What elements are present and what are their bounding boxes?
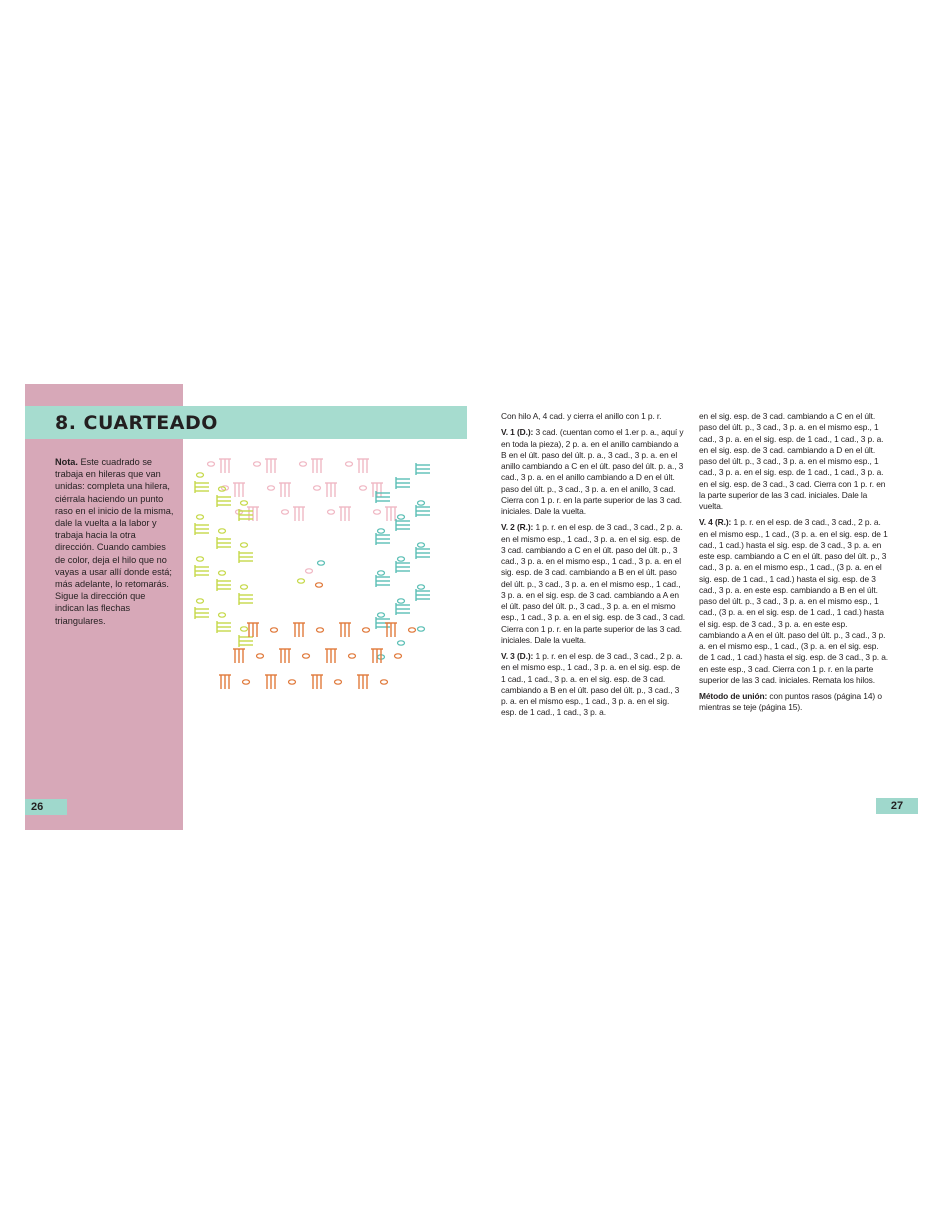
- round-1-text: 3 cad. (cuentan como el 1.er p. a., aquí y en toda la pieza), 2 p. a. en el anillo cambiando a B en el últ. paso del últ. p. a., 3 cad., 3 p. a. en el anillo cambiando a C en el últ. paso del últ. p. a., 3 cad., 3 p. a. en el anillo cambiando a D en el últ. paso del últ. p., 3 cad., 3 p. a. en el anillo, 3 cad. Cierra con 1 p. r. en la parte superior de las 3 cad. iniciales. Dale la vuelta.: [501, 427, 684, 516]
- stitch-symbol: [265, 459, 277, 473]
- stitch-symbol: [217, 579, 231, 591]
- round-3-continued: en el sig. esp. de 3 cad. cambiando a C en el últ. paso del últ. p., 3 cad., 3 p. a. en el mismo esp., 1 cad., 3 p. a. en el sig. esp. de 1 cad., 1 cad., 3 p. a. en el sig. esp. de 3 cad. cambiando a D en el últ. paso del últ. p., 3 cad., 3 p. a. en el mismo esp., 1 cad., 3 p. a. en el sig. esp. de 1 cad., 1 cad., 3 p. a. en el sig. esp. de 3 cad., 3 cad. Cierra con 1 p. r. en la parte superior de las 3 cad. iniciales. Dale la vuelta.: [699, 411, 886, 511]
- page-number-left: 26: [25, 799, 67, 815]
- stitch-symbol: [371, 483, 383, 497]
- chain-symbol: [335, 680, 342, 684]
- chain-symbol: [318, 561, 325, 565]
- stitch-symbol: [416, 547, 430, 559]
- chain-symbol: [257, 654, 264, 658]
- round-3: [501, 651, 685, 719]
- round-1: [501, 427, 685, 517]
- chain-symbol: [243, 680, 250, 684]
- chain-symbol: [303, 654, 310, 658]
- chain-symbol: [197, 473, 204, 477]
- chain-symbol: [241, 543, 248, 547]
- stitch-symbol: [357, 675, 369, 689]
- stitch-symbol: [396, 477, 410, 489]
- instructions-column-2: [699, 411, 889, 719]
- stitch-symbol: [293, 623, 305, 637]
- stitch-symbol: [219, 459, 231, 473]
- stitch-symbol: [311, 459, 323, 473]
- stitch-symbol: [396, 603, 410, 615]
- round-3-text: 1 p. r. en el esp. de 3 cad., 3 cad., 2 p. a. en el mismo esp., 1 cad., 3 p. a. en el sig. esp. de 1 cad., 1 cad., 3 p. a. en el sig. esp. de 3 cad. cambiando a B en el últ. paso del últ. p., 3 cad., 3 p. a. en el mismo esp., 1 cad., 3 p. a. en el sig. esp. de 1 cad., 1 cad., 3 p. a.: [501, 651, 683, 718]
- chain-symbol: [409, 628, 416, 632]
- round-3-label: V. 3 (D.):: [501, 651, 534, 661]
- chain-symbol: [374, 510, 381, 514]
- stitch-symbol: [376, 575, 390, 587]
- instructions-column-1: [501, 411, 685, 724]
- chain-symbol: [418, 501, 425, 505]
- stitch-symbol: [195, 481, 209, 493]
- round-4: [699, 517, 889, 686]
- chain-symbol: [317, 628, 324, 632]
- stitch-symbol: [239, 509, 253, 521]
- joining-text: con puntos rasos (página 14) o mientras se teje (página 15).: [699, 691, 882, 713]
- intro-text: Con hilo A, 4 cad. y cierra el anillo con 1 p. r.: [501, 411, 662, 421]
- stitch-symbol: [217, 495, 231, 507]
- stitch-symbol: [416, 505, 430, 517]
- chain-symbol: [282, 510, 289, 514]
- stitch-symbol: [376, 491, 390, 503]
- chain-symbol: [289, 680, 296, 684]
- chain-symbol: [398, 557, 405, 561]
- stitch-symbol: [247, 623, 259, 637]
- crochet-chart: [191, 453, 436, 698]
- stitch-symbol: [339, 507, 351, 521]
- chain-symbol: [300, 462, 307, 466]
- round-4-text: 1 p. r. en el esp. de 3 cad., 3 cad., 2 p. a. en el mismo esp., 1 cad., (3 p. a. en el sig. esp. de 1 cad., 1 cad.) hasta el sig. esp. de 3 cad., 3 p. a. en este esp. cambiando a C en el últ. paso del últ. p., 3 cad., 3 p. a. en el mismo esp., 1 cad., (3 p. a. en el sig. esp. de 1 cad., 1 cad.) hasta el sig. esp. de 3 cad., 3 p. a. en este esp. cambiando a B en el últ. paso del últ. p., 3 cad., 3 p. a. en el mismo esp., 1 cad., (3 p. a. en el sig. esp. de 1 cad., 1 cad.) hasta el sig. esp. de 3 cad., 3 p. a. en este esp. cambiando a A en el últ. paso del últ. p., 3 cad., 3 p. a. en el mismo esp., 1 cad., (3 p. a. en el sig. esp. de 1 cad., 1 cad.) hasta el sig. esp. de 3 cad., 3 p. a. en este esp., 3 cad. Cierra con 1 p. r. en la parte superior de las 3 cad. iniciales. Remata los hilos.: [699, 517, 889, 685]
- stitch-symbol: [376, 533, 390, 545]
- stitch-symbol: [396, 519, 410, 531]
- chain-symbol: [363, 628, 370, 632]
- stitch-symbol: [219, 675, 231, 689]
- stitch-symbol: [325, 649, 337, 663]
- chain-symbol: [418, 543, 425, 547]
- round-2-label: V. 2 (R.):: [501, 522, 534, 533]
- stitch-symbol: [195, 607, 209, 619]
- chain-symbol: [398, 515, 405, 519]
- round-2: [501, 522, 685, 646]
- stitch-symbol: [217, 537, 231, 549]
- stitch-symbol: [239, 551, 253, 563]
- chain-symbol: [219, 529, 226, 533]
- chain-symbol: [418, 585, 425, 589]
- chain-symbol: [349, 654, 356, 658]
- chain-symbol: [346, 462, 353, 466]
- stitch-symbol: [239, 593, 253, 605]
- chain-symbol: [298, 579, 305, 583]
- chain-symbol: [219, 613, 226, 617]
- stitch-symbol: [371, 649, 383, 663]
- stitch-symbol: [396, 561, 410, 573]
- stitch-symbol: [416, 463, 430, 475]
- stitch-symbol: [195, 565, 209, 577]
- joining-method: [699, 691, 889, 714]
- stitch-symbol: [339, 623, 351, 637]
- stitch-symbol: [325, 483, 337, 497]
- round-2-text: 1 p. r. en el esp. de 3 cad., 3 cad., 2 p. a. en el mismo esp., 1 cad., 3 p. a. en el sig. esp. de 3 cad. cambiando a C en el últ. paso del últ. p., 3 cad., 3 p. a. en el mismo esp., 1 cad., 3 p. a. en el sig. esp. de 3 cad. cambiando a B en el últ. paso del últ. p., 3 cad., 3 p. a. en el mismo esp., 1 cad., 3 p. a. en el sig. esp. de 3 cad. cambiando a A en el últ. paso del últ. p., 3 cad., 3 p. a. en el mismo esp., 1 cad., 3 p. a. en el sig. esp. de 3 cad., 3 cad. Cierra con 1 p. r. en la parte superior de las 3 cad. iniciales. Dale la vuelta.: [501, 522, 685, 645]
- chain-symbol: [208, 462, 215, 466]
- chain-symbol: [219, 571, 226, 575]
- stitch-symbol: [233, 483, 245, 497]
- chain-symbol: [381, 680, 388, 684]
- chain-symbol: [360, 486, 367, 490]
- chain-symbol: [378, 613, 385, 617]
- stitch-symbol: [217, 621, 231, 633]
- stitch-symbol: [195, 523, 209, 535]
- stitch-symbol: [416, 589, 430, 601]
- chain-symbol: [398, 641, 405, 645]
- book-spread: [25, 384, 916, 830]
- stitch-symbol: [265, 675, 277, 689]
- stitch-symbol: [357, 459, 369, 473]
- chain-symbol: [197, 515, 204, 519]
- chain-symbol: [418, 627, 425, 631]
- stitch-symbol: [279, 483, 291, 497]
- chain-symbol: [314, 486, 321, 490]
- note-body: Este cuadrado se trabaja en hileras que van unidas: completa una hilera, ciérrala haciendo un punto raso en el inicio de la misma, dale la vuelta a la labor y trabaja hacia la otra dirección. Cuando cambies de color, deja el hilo que no vayas a usar allí donde está; más adelante, lo retomarás. Sigue la dirección que indican las flechas triangulares.: [55, 457, 174, 626]
- chain-symbol: [268, 486, 275, 490]
- round-4-label: V. 4 (R.):: [699, 517, 732, 528]
- stitch-symbol: [385, 507, 397, 521]
- note-text: [55, 456, 177, 627]
- chain-symbol: [254, 462, 261, 466]
- chain-symbol: [241, 585, 248, 589]
- chain-symbol: [197, 599, 204, 603]
- chain-symbol: [398, 599, 405, 603]
- round-1-label: V. 1 (D.):: [501, 427, 534, 438]
- chain-symbol: [378, 529, 385, 533]
- stitch-symbol: [279, 649, 291, 663]
- note-label: Nota.: [55, 457, 78, 467]
- chain-symbol: [241, 627, 248, 631]
- chain-symbol: [316, 583, 323, 587]
- stitch-symbol: [293, 507, 305, 521]
- stitch-symbol: [311, 675, 323, 689]
- joining-label: Método de unión:: [699, 691, 768, 701]
- chain-symbol: [271, 628, 278, 632]
- chain-symbol: [378, 571, 385, 575]
- stitch-symbol: [239, 635, 253, 647]
- chain-symbol: [241, 501, 248, 505]
- chain-symbol: [306, 569, 313, 573]
- stitch-symbol: [385, 623, 397, 637]
- chain-symbol: [197, 557, 204, 561]
- chain-symbol: [395, 654, 402, 658]
- stitch-symbol: [233, 649, 245, 663]
- page-title: 8. CUARTEADO: [55, 412, 218, 434]
- page-number-right: 27: [876, 798, 918, 814]
- chain-symbol: [328, 510, 335, 514]
